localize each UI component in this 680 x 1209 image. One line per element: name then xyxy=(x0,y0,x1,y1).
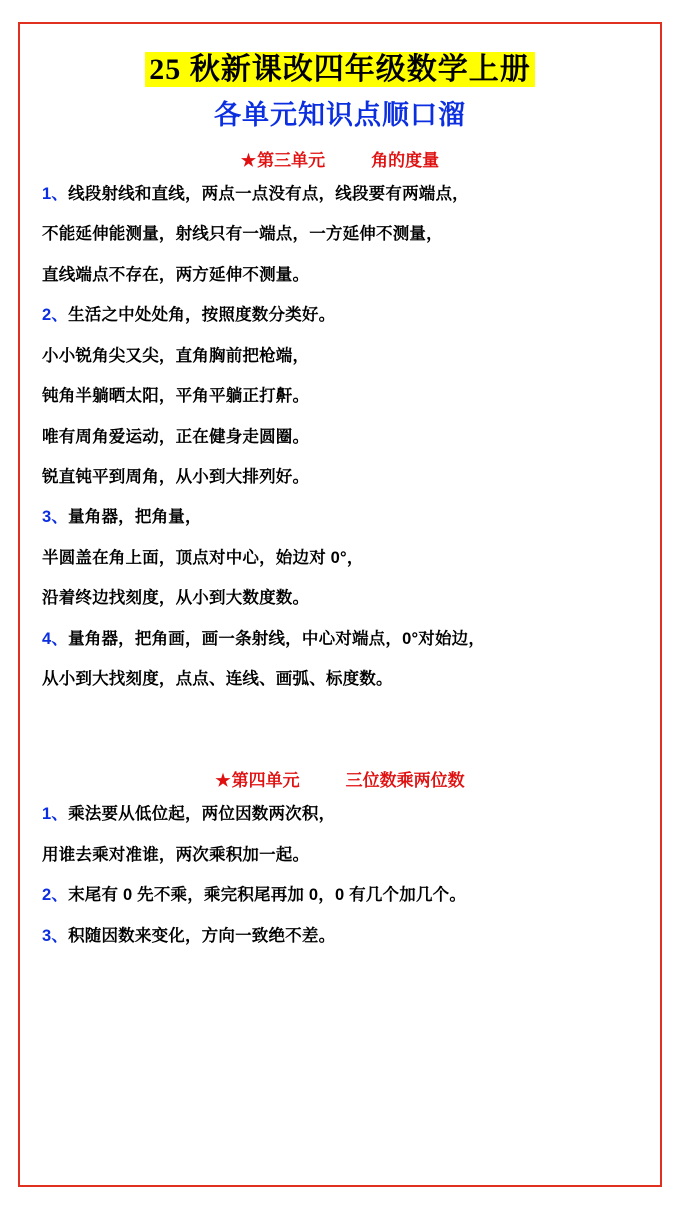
content-line xyxy=(42,264,638,287)
line-text: 钝角半躺晒太阳，平角平躺正打鼾。 xyxy=(42,387,310,406)
page-subtitle: 各单元知识点顺口溜 xyxy=(214,100,466,130)
line-number: 2、 xyxy=(42,306,69,325)
content-line xyxy=(42,587,638,610)
line-text: 沿着终边找刻度，从小到大数度数。 xyxy=(42,589,310,608)
content-line xyxy=(42,345,638,368)
line-text: 直线端点不存在，两方延伸不测量。 xyxy=(42,265,310,284)
content-line xyxy=(42,223,638,246)
content-line xyxy=(42,925,638,948)
section-heading-unit4 xyxy=(42,766,638,791)
content-line xyxy=(42,385,638,408)
content-line xyxy=(42,506,638,529)
line-text: 生活之中处处角，按照度数分类好。 xyxy=(68,306,336,325)
line-text: 半圆盖在角上面，顶点对中心，始边对 0°， xyxy=(42,548,364,567)
content-line xyxy=(42,304,638,327)
line-text: 不能延伸能测量，射线只有一端点，一方延伸不测量， xyxy=(42,225,443,244)
line-text: 积随因数来变化，方向一致绝不差。 xyxy=(68,926,336,945)
content-line xyxy=(42,803,638,826)
content-line xyxy=(42,183,638,206)
line-number: 4、 xyxy=(42,629,69,648)
line-text: 末尾有 0 先不乘，乘完积尾再加 0，0 有几个加几个。 xyxy=(68,886,467,905)
star-icon: ★ xyxy=(215,771,231,791)
line-number: 3、 xyxy=(42,508,69,527)
content-line xyxy=(42,466,638,489)
document-border-frame xyxy=(18,22,662,1187)
line-text: 从小到大找刻度，点点、连线、画弧、标度数。 xyxy=(42,670,393,689)
section-gap xyxy=(42,708,638,760)
page-title-highlight: 25 秋新课改四年级数学上册 xyxy=(145,52,535,87)
line-number: 3、 xyxy=(42,926,69,945)
line-text: 唯有周角爱运动，正在健身走圆圈。 xyxy=(42,427,310,446)
line-number: 1、 xyxy=(42,185,69,203)
content-line xyxy=(42,426,638,449)
content-line xyxy=(42,668,638,691)
content-line xyxy=(42,628,638,651)
page-title xyxy=(42,52,638,87)
line-number: 1、 xyxy=(42,805,69,824)
section-heading-unit3 xyxy=(42,146,638,171)
line-text: 小小锐角尖又尖，直角胸前把枪端， xyxy=(42,346,310,365)
section-unit-label: 第四单元 xyxy=(231,771,300,791)
line-number: 2、 xyxy=(42,886,69,905)
content-line xyxy=(42,844,638,867)
star-icon: ★ xyxy=(240,151,257,170)
line-text: 量角器，把角量， xyxy=(68,508,202,527)
section-topic-label: 角的度量 xyxy=(371,151,440,170)
content-line xyxy=(42,547,638,570)
line-text: 量角器，把角画，画一条射线，中心对端点，0°对始边， xyxy=(68,629,486,648)
line-text: 乘法要从低位起，两位因数两次积， xyxy=(68,805,336,824)
section-topic-label: 三位数乘两位数 xyxy=(345,771,465,791)
line-text: 锐直钝平到周角，从小到大排列好。 xyxy=(42,467,310,486)
section-unit-label: 第三单元 xyxy=(257,151,326,170)
line-text: 线段射线和直线，两点一点没有点，线段要有两端点， xyxy=(68,185,469,203)
content-line xyxy=(42,884,638,907)
line-text: 用谁去乘对准谁，两次乘积加一起。 xyxy=(42,845,310,864)
